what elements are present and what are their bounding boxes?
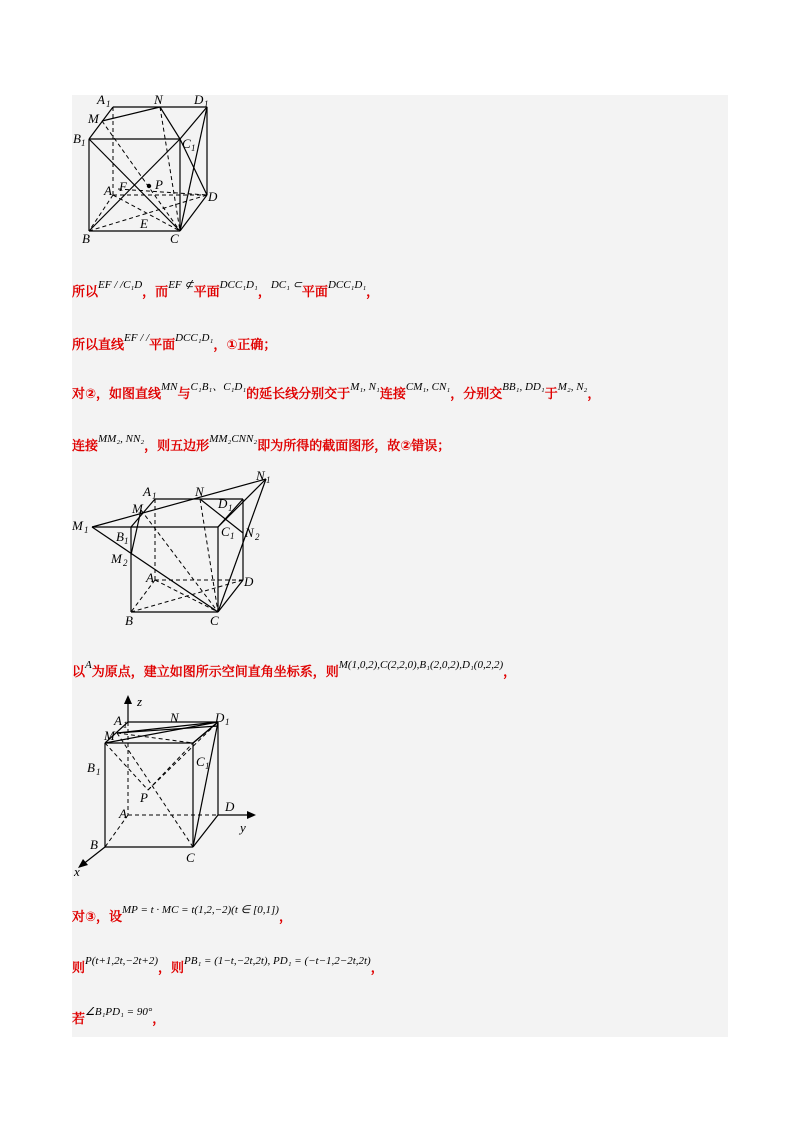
label-e: E <box>140 216 148 231</box>
label-c1: C <box>221 524 230 539</box>
label-n: N <box>154 92 163 107</box>
label-a1: A <box>143 484 151 499</box>
line-4: 连接$^{MM_2, NN_2}$，则五边形$^{MM_2CNN_2}$即为所得的截面图形，故②错误； <box>72 433 451 454</box>
label-a1: A <box>114 713 122 728</box>
label-b1: B <box>87 760 95 775</box>
svg-text:1: 1 <box>106 99 111 109</box>
svg-text:1: 1 <box>225 717 230 727</box>
svg-text:1: 1 <box>123 720 128 730</box>
svg-text:2: 2 <box>123 558 128 568</box>
figure-cube-1 <box>72 92 232 252</box>
line-3: 对②，如图直线$^{MN}$与$^{C_1B_1、C_1D_1}$的延长线分别交于$^{M_1, N_1}$连接$^{CM_1, CN_1}$，分别交$^{BB_1, DD_1}$于$^{M_2, N_2}$， <box>72 381 601 402</box>
label-n1: N <box>256 468 265 483</box>
label-b: B <box>90 837 98 852</box>
label-n: N <box>195 484 204 499</box>
label-d: D <box>208 189 218 204</box>
label-m1: M <box>72 518 83 533</box>
axis-x-label: x <box>74 864 80 878</box>
label-d1: D <box>218 496 228 511</box>
label-m: M <box>104 728 115 743</box>
figure-cube-2 <box>72 465 282 630</box>
svg-text:1: 1 <box>84 525 89 535</box>
label-d1: D <box>194 92 204 107</box>
label-d: D <box>244 574 254 589</box>
label-b1: B <box>116 529 124 544</box>
line-8: 若$^{\angle B_1PD_1 = 90^\circ}$， <box>72 1006 166 1027</box>
label-p: P <box>140 790 148 805</box>
line-7: 则$^{P(t+1,2t,-2t+2)}$，则$^{PB_1 = (1-t,-2t,2t), PD_1 = (-t-1,2-2t,2t)}$， <box>72 955 384 976</box>
label-a: A <box>146 570 154 585</box>
label-f: F <box>119 179 127 194</box>
line-5: 以$^A$为原点，建立如图所示空间直角坐标系，则$^{M(1,0,2),C(2,2,0),B_1(2,0,2),D_1(0,2,2)}$， <box>72 659 517 680</box>
label-b: B <box>82 231 90 246</box>
svg-text:1: 1 <box>81 138 86 148</box>
svg-text:1: 1 <box>230 531 235 541</box>
figure-cube-3 <box>72 693 262 878</box>
label-n: N <box>170 710 179 725</box>
svg-text:1: 1 <box>205 761 210 771</box>
label-n2: N <box>245 525 254 540</box>
label-b1: B <box>73 131 81 146</box>
svg-text:1: 1 <box>204 99 209 109</box>
svg-text:1: 1 <box>266 475 271 485</box>
axis-y-label: y <box>240 820 246 835</box>
label-c1: C <box>196 754 205 769</box>
svg-text:1: 1 <box>96 767 101 777</box>
label-c: C <box>170 231 179 246</box>
line-2: 所以直线$^{EF / /}$平面$^{DCC_1D_1}$，①正确； <box>72 332 277 353</box>
label-a: A <box>119 806 127 821</box>
svg-text:1: 1 <box>191 143 196 153</box>
svg-text:1: 1 <box>228 503 233 513</box>
label-b: B <box>125 613 133 628</box>
label-m: M <box>88 111 99 126</box>
line-1: 所以$^{EF / /C_1D}$，而$^{EF ⊄}$平面$^{DCC_1D_1}$，$^{DC_1 \subset}$平面$^{DCC_1D_1}$， <box>72 279 380 300</box>
label-c1: C <box>182 136 191 151</box>
axis-z-label: z <box>137 694 143 709</box>
label-a1: A <box>97 92 105 107</box>
label-p: P <box>155 177 163 192</box>
svg-text:2: 2 <box>255 532 260 542</box>
label-c: C <box>186 850 195 865</box>
line-6: 对③，设$^{MP = t \cdot MC = t(1,2,-2)(t \in [0,1])}$， <box>72 904 292 925</box>
label-c: C <box>210 613 219 628</box>
svg-text:1: 1 <box>124 536 129 546</box>
label-m2: M <box>111 551 122 566</box>
label-a: A <box>104 183 112 198</box>
label-d: D <box>225 799 235 814</box>
label-m: M <box>132 501 143 516</box>
svg-text:1: 1 <box>152 491 157 501</box>
label-d1: D <box>215 710 225 725</box>
